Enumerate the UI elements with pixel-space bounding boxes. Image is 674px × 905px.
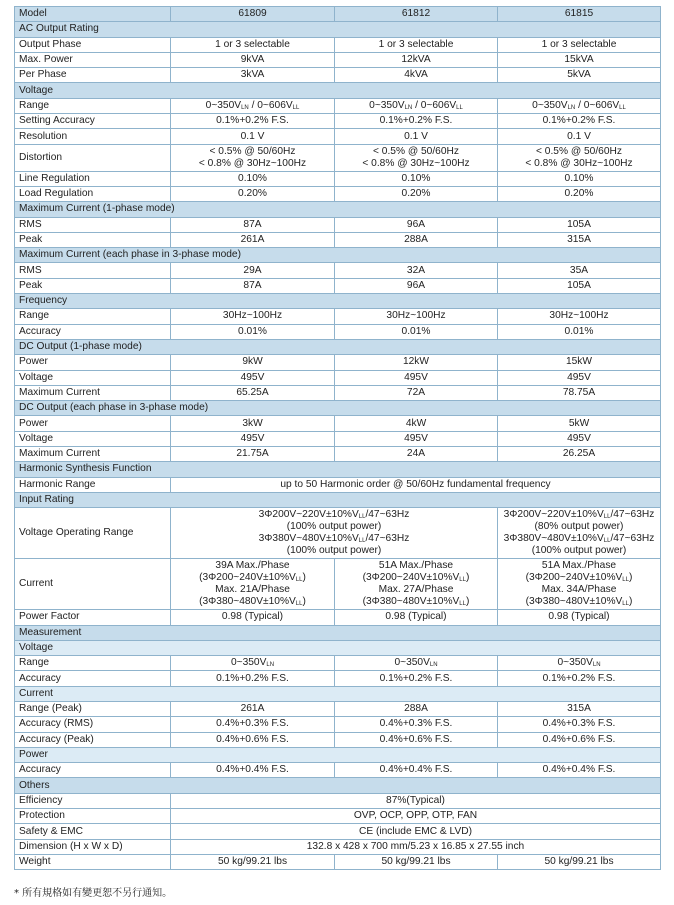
spec-row-accuracy xyxy=(15,763,661,778)
row-label: Range xyxy=(15,98,171,113)
spec-value: 30Hz~100Hz xyxy=(171,309,335,324)
header-label: Model xyxy=(15,7,171,22)
spec-value: 29A xyxy=(171,263,335,278)
spec-value xyxy=(498,98,661,113)
spec-row-power xyxy=(15,416,661,431)
row-label: RMS xyxy=(15,263,171,278)
spec-value: 15kVA xyxy=(498,52,661,67)
spec-value: 87A xyxy=(171,217,335,232)
spec-value: 87%(Typical) xyxy=(171,793,661,808)
spec-row-voltage xyxy=(15,370,661,385)
spec-value: 0.20% xyxy=(171,186,335,201)
spec-value: 5kVA xyxy=(498,68,661,83)
spec-value: 0.10% xyxy=(171,171,335,186)
spec-value: 0.98 (Typical) xyxy=(335,610,498,625)
spec-value: 96A xyxy=(335,278,498,293)
row-label: Voltage xyxy=(15,370,171,385)
subscript: LL xyxy=(603,538,611,545)
value-line xyxy=(502,584,656,596)
spec-value: 105A xyxy=(498,278,661,293)
spec-value: 3kVA xyxy=(171,68,335,83)
spec-value xyxy=(498,559,661,610)
section-dc-output-each-phase-in-3-phase-mode xyxy=(15,401,661,416)
spec-row-per-phase xyxy=(15,68,661,83)
text-segment: Max. 27A/Phase xyxy=(378,584,454,596)
section-label: Frequency xyxy=(15,294,661,309)
spec-value: 0.01% xyxy=(498,324,661,339)
value-line: < 0.5% @ 50/60Hz xyxy=(209,145,296,157)
spec-value: 0.4%+0.3% F.S. xyxy=(171,717,335,732)
spec-value xyxy=(498,144,661,171)
row-label: Max. Power xyxy=(15,52,171,67)
subscript: LL xyxy=(603,514,611,521)
subscript: LL xyxy=(459,601,466,608)
row-label: Load Regulation xyxy=(15,186,171,201)
spec-value: 0.20% xyxy=(498,186,661,201)
spec-value: up to 50 Harmonic order @ 50/60Hz fundamental frequency xyxy=(171,477,661,492)
spec-value: OVP, OCP, OPP, OTP, FAN xyxy=(171,809,661,824)
row-label: Power xyxy=(15,355,171,370)
value-line xyxy=(175,533,493,545)
section-label: Input Rating xyxy=(15,492,661,507)
spec-value xyxy=(498,656,661,671)
spec-row-peak xyxy=(15,232,661,247)
row-label: Current xyxy=(15,559,171,610)
spec-value: 9kW xyxy=(171,355,335,370)
value-line xyxy=(502,560,656,572)
row-label: Maximum Current xyxy=(15,385,171,400)
row-label: Output Phase xyxy=(15,37,171,52)
subscript: LL xyxy=(295,601,303,608)
section-dc-output-1-phase-mode xyxy=(15,339,661,354)
spec-value: 0.1%+0.2% F.S. xyxy=(335,671,498,686)
text-segment: ) xyxy=(465,572,470,584)
spec-value: 495V xyxy=(335,431,498,446)
text-segment: 0~350V xyxy=(532,99,568,111)
spec-value: 35A xyxy=(498,263,661,278)
text-segment: /47~63Hz xyxy=(610,533,655,545)
spec-value: 495V xyxy=(171,370,335,385)
spec-value: 495V xyxy=(171,431,335,446)
spec-value xyxy=(335,98,498,113)
row-label: Accuracy (RMS) xyxy=(15,717,171,732)
section-label: Power xyxy=(15,747,661,762)
spec-row-range xyxy=(15,98,661,113)
section-label: DC Output (1-phase mode) xyxy=(15,339,661,354)
spec-row-load-regulation xyxy=(15,186,661,201)
text-segment: ) xyxy=(628,572,633,584)
spec-value: 78.75A xyxy=(498,385,661,400)
spec-value: 21.75A xyxy=(171,447,335,462)
spec-value: 0.10% xyxy=(335,171,498,186)
row-label: Line Regulation xyxy=(15,171,171,186)
value-line xyxy=(502,545,656,557)
spec-value: 65.25A xyxy=(171,385,335,400)
spec-row-voltage-operating-range xyxy=(15,508,661,559)
subscript: LN xyxy=(567,104,576,111)
text-segment: 51A Max./Phase xyxy=(541,560,617,572)
spec-value xyxy=(335,559,498,610)
value-line: < 0.8% @ 30Hz~100Hz xyxy=(525,157,633,169)
section-others xyxy=(15,778,661,793)
value-line xyxy=(175,596,330,608)
spec-value: 0.4%+0.6% F.S. xyxy=(335,732,498,747)
section-voltage xyxy=(15,640,661,655)
spec-row-rms xyxy=(15,263,661,278)
spec-value xyxy=(171,98,335,113)
row-label: Range (Peak) xyxy=(15,701,171,716)
footnote: * 所有規格如有變更恕不另行通知。 xyxy=(14,888,173,899)
spec-value: 26.25A xyxy=(498,447,661,462)
spec-value: 30Hz~100Hz xyxy=(498,309,661,324)
spec-value: 0.1%+0.2% F.S. xyxy=(498,114,661,129)
row-label: Maximum Current xyxy=(15,447,171,462)
subscript: LL xyxy=(358,514,366,521)
text-segment: 3Φ200V~220V±10%V xyxy=(503,509,604,521)
text-segment: (3Φ200~240V±10%V xyxy=(525,572,623,584)
section-maximum-current-each-phase-in-3-phase-mode xyxy=(15,248,661,263)
row-label: Power xyxy=(15,416,171,431)
spec-value xyxy=(171,508,498,559)
spec-row-peak xyxy=(15,278,661,293)
spec-row-accuracy-rms xyxy=(15,717,661,732)
section-label: DC Output (each phase in 3-phase mode) xyxy=(15,401,661,416)
spec-value: 0.01% xyxy=(335,324,498,339)
subscript: LL xyxy=(459,577,466,584)
spec-value: 0.1 V xyxy=(171,129,335,144)
value-line xyxy=(502,509,656,521)
spec-row-range xyxy=(15,656,661,671)
section-label: Maximum Current (each phase in 3-phase mode) xyxy=(15,248,661,263)
spec-table xyxy=(14,6,661,870)
text-segment: / 0~606V xyxy=(575,99,620,111)
spec-value: 12kVA xyxy=(335,52,498,67)
spec-value: 495V xyxy=(335,370,498,385)
spec-row-maximum-current xyxy=(15,447,661,462)
value-line xyxy=(339,560,493,572)
subscript: LL xyxy=(622,601,629,608)
spec-value: 1 or 3 selectable xyxy=(335,37,498,52)
spec-value: 0.4%+0.3% F.S. xyxy=(498,717,661,732)
row-label: Accuracy xyxy=(15,671,171,686)
model-61815: 61815 xyxy=(498,7,661,22)
value-line xyxy=(502,533,656,545)
row-label: Per Phase xyxy=(15,68,171,83)
spec-value: 315A xyxy=(498,232,661,247)
row-label: Distortion xyxy=(15,144,171,171)
value-line xyxy=(502,572,656,584)
text-segment: / 0~606V xyxy=(412,99,457,111)
value-line: < 0.5% @ 50/60Hz xyxy=(373,145,459,157)
value-line xyxy=(175,584,330,596)
text-segment: ) xyxy=(465,596,470,608)
spec-value: 0.1%+0.2% F.S. xyxy=(498,671,661,686)
spec-value: 0.4%+0.4% F.S. xyxy=(335,763,498,778)
subscript: LN xyxy=(241,104,249,111)
subscript: LL xyxy=(619,104,626,111)
spec-value: 0.4%+0.6% F.S. xyxy=(171,732,335,747)
section-measurement xyxy=(15,625,661,640)
spec-value: 261A xyxy=(171,232,335,247)
spec-value: 0.4%+0.3% F.S. xyxy=(335,717,498,732)
spec-row-output-phase xyxy=(15,37,661,52)
subscript: LN xyxy=(592,662,601,669)
spec-row-power xyxy=(15,355,661,370)
spec-value: 0.1%+0.2% F.S. xyxy=(171,114,335,129)
row-label: RMS xyxy=(15,217,171,232)
spec-value: 0.10% xyxy=(498,171,661,186)
spec-value: 0.20% xyxy=(335,186,498,201)
row-label: Peak xyxy=(15,232,171,247)
spec-value: 1 or 3 selectable xyxy=(498,37,661,52)
spec-row-accuracy-peak xyxy=(15,732,661,747)
spec-value: 12kW xyxy=(335,355,498,370)
spec-value: 0.1%+0.2% F.S. xyxy=(335,114,498,129)
section-input-rating xyxy=(15,492,661,507)
subscript: LN xyxy=(404,104,413,111)
spec-value: 0.4%+0.6% F.S. xyxy=(498,732,661,747)
section-ac-output-rating xyxy=(15,22,661,37)
spec-value: 50 kg/99.21 lbs xyxy=(335,854,498,869)
text-segment: /47~63Hz xyxy=(365,533,410,545)
spec-row-rms xyxy=(15,217,661,232)
spec-row-protection xyxy=(15,809,661,824)
spec-value xyxy=(171,144,335,171)
spec-value: 32A xyxy=(335,263,498,278)
spec-value: 30Hz~100Hz xyxy=(335,309,498,324)
row-label: Safety & EMC xyxy=(15,824,171,839)
text-segment: 3Φ380V~480V±10%V xyxy=(258,533,359,545)
spec-value: 495V xyxy=(498,370,661,385)
value-line: < 0.8% @ 30Hz~100Hz xyxy=(198,157,307,169)
row-label: Accuracy (Peak) xyxy=(15,732,171,747)
text-segment: Max. 34A/Phase xyxy=(541,584,617,596)
section-label: Voltage xyxy=(15,640,661,655)
model-61812: 61812 xyxy=(335,7,498,22)
subscript: LL xyxy=(292,104,300,111)
spec-value: 105A xyxy=(498,217,661,232)
section-maximum-current-1-phase-mode xyxy=(15,202,661,217)
value-line xyxy=(175,560,330,572)
section-label: Voltage xyxy=(15,83,661,98)
section-label: Maximum Current (1-phase mode) xyxy=(15,202,661,217)
row-label: Harmonic Range xyxy=(15,477,171,492)
text-segment: (100% output power) xyxy=(531,545,627,557)
section-label: Current xyxy=(15,686,661,701)
spec-value xyxy=(171,656,335,671)
spec-value: 9kVA xyxy=(171,52,335,67)
spec-value: 315A xyxy=(498,701,661,716)
section-label: AC Output Rating xyxy=(15,22,661,37)
spec-value: CE (include EMC & LVD) xyxy=(171,824,661,839)
spec-value: 3kW xyxy=(171,416,335,431)
spec-row-weight xyxy=(15,854,661,869)
spec-row-voltage xyxy=(15,431,661,446)
header-row xyxy=(15,7,661,22)
row-label: Voltage xyxy=(15,431,171,446)
spec-value: 87A xyxy=(171,278,335,293)
text-segment: 3Φ380V~480V±10%V xyxy=(503,533,604,545)
spec-value: 15kW xyxy=(498,355,661,370)
row-label: Resolution xyxy=(15,129,171,144)
section-voltage xyxy=(15,83,661,98)
text-segment: 0~350V xyxy=(394,657,430,669)
spec-value: 261A xyxy=(171,701,335,716)
text-segment: 0~350V xyxy=(369,99,405,111)
spec-value: 72A xyxy=(335,385,498,400)
value-line xyxy=(502,521,656,533)
spec-value: 50 kg/99.21 lbs xyxy=(498,854,661,869)
text-segment: (3Φ380~480V±10%V xyxy=(199,596,296,608)
spec-row-power-factor xyxy=(15,610,661,625)
spec-table-body xyxy=(15,7,661,870)
spec-row-range xyxy=(15,309,661,324)
spec-value: 50 kg/99.21 lbs xyxy=(171,854,335,869)
row-label: Power Factor xyxy=(15,610,171,625)
row-label: Peak xyxy=(15,278,171,293)
text-segment: 0~350V xyxy=(230,657,267,669)
row-label: Accuracy xyxy=(15,324,171,339)
spec-row-resolution xyxy=(15,129,661,144)
text-segment: Max. 21A/Phase xyxy=(215,584,290,596)
spec-row-max-power xyxy=(15,52,661,67)
spec-row-setting-accuracy xyxy=(15,114,661,129)
subscript: LN xyxy=(266,662,275,669)
spec-row-efficiency xyxy=(15,793,661,808)
text-segment: (3Φ380~480V±10%V xyxy=(525,596,623,608)
text-segment: 3Φ200V~220V±10%V xyxy=(258,509,359,521)
spec-value: 132.8 x 428 x 700 mm/5.23 x 16.85 x 27.55 inch xyxy=(171,839,661,854)
spec-value: 0.4%+0.4% F.S. xyxy=(498,763,661,778)
value-line xyxy=(175,545,493,557)
row-label: Efficiency xyxy=(15,793,171,808)
text-segment: 0~350V xyxy=(557,657,593,669)
spec-value: 96A xyxy=(335,217,498,232)
spec-row-harmonic-range xyxy=(15,477,661,492)
spec-value: 4kW xyxy=(335,416,498,431)
spec-value: 1 or 3 selectable xyxy=(171,37,335,52)
spec-row-accuracy xyxy=(15,671,661,686)
value-line xyxy=(175,509,493,521)
spec-row-current xyxy=(15,559,661,610)
value-line xyxy=(339,596,493,608)
section-current xyxy=(15,686,661,701)
row-label: Setting Accuracy xyxy=(15,114,171,129)
spec-value: 0.98 (Typical) xyxy=(498,610,661,625)
spec-row-maximum-current xyxy=(15,385,661,400)
spec-value: 0.01% xyxy=(171,324,335,339)
text-segment: /47~63Hz xyxy=(365,509,410,521)
value-line: < 0.5% @ 50/60Hz xyxy=(536,145,622,157)
spec-row-safety-emc xyxy=(15,824,661,839)
spec-value: 24A xyxy=(335,447,498,462)
spec-value xyxy=(171,559,335,610)
spec-value: 5kW xyxy=(498,416,661,431)
value-line xyxy=(502,596,656,608)
spec-row-dimension-h-x-w-x-d xyxy=(15,839,661,854)
row-label: Voltage Operating Range xyxy=(15,508,171,559)
row-label: Weight xyxy=(15,854,171,869)
spec-value xyxy=(335,144,498,171)
subscript: LL xyxy=(295,577,303,584)
row-label: Protection xyxy=(15,809,171,824)
subscript: LL xyxy=(456,104,463,111)
spec-value: 4kVA xyxy=(335,68,498,83)
spec-row-distortion xyxy=(15,144,661,171)
subscript: LL xyxy=(622,577,629,584)
section-frequency xyxy=(15,294,661,309)
model-61809: 61809 xyxy=(171,7,335,22)
text-segment: (3Φ200~240V±10%V xyxy=(199,572,296,584)
value-line xyxy=(339,584,493,596)
text-segment: 39A Max./Phase xyxy=(215,560,290,572)
text-segment: /47~63Hz xyxy=(610,509,655,521)
text-segment: (100% output power) xyxy=(286,545,382,557)
row-label: Range xyxy=(15,309,171,324)
text-segment: (3Φ380~480V±10%V xyxy=(362,596,460,608)
value-line xyxy=(175,521,493,533)
text-segment: (80% output power) xyxy=(534,521,624,533)
section-label: Measurement xyxy=(15,625,661,640)
text-segment: / 0~606V xyxy=(248,99,293,111)
spec-value: 0.98 (Typical) xyxy=(171,610,335,625)
text-segment: ) xyxy=(628,596,633,608)
spec-value xyxy=(335,656,498,671)
subscript: LN xyxy=(429,662,438,669)
row-label: Dimension (H x W x D) xyxy=(15,839,171,854)
section-harmonic-synthesis-function xyxy=(15,462,661,477)
spec-value: 0.1 V xyxy=(335,129,498,144)
section-label: Harmonic Synthesis Function xyxy=(15,462,661,477)
text-segment: ) xyxy=(302,572,306,584)
spec-value: 288A xyxy=(335,701,498,716)
text-segment: (100% output power) xyxy=(286,521,382,533)
value-line xyxy=(175,572,330,584)
spec-value: 0.1 V xyxy=(498,129,661,144)
text-segment: 0~350V xyxy=(205,99,242,111)
row-label: Accuracy xyxy=(15,763,171,778)
value-line: < 0.8% @ 30Hz~100Hz xyxy=(362,157,470,169)
spec-value xyxy=(498,508,661,559)
row-label: Range xyxy=(15,656,171,671)
section-label: Others xyxy=(15,778,661,793)
subscript: LL xyxy=(358,538,366,545)
spec-value: 0.4%+0.4% F.S. xyxy=(171,763,335,778)
text-segment: ) xyxy=(302,596,306,608)
spec-row-range-peak xyxy=(15,701,661,716)
spec-row-accuracy xyxy=(15,324,661,339)
spec-value: 0.1%+0.2% F.S. xyxy=(171,671,335,686)
spec-value: 288A xyxy=(335,232,498,247)
value-line xyxy=(339,572,493,584)
spec-value: 495V xyxy=(498,431,661,446)
spec-row-line-regulation xyxy=(15,171,661,186)
section-power xyxy=(15,747,661,762)
text-segment: (3Φ200~240V±10%V xyxy=(362,572,460,584)
text-segment: 51A Max./Phase xyxy=(378,560,454,572)
